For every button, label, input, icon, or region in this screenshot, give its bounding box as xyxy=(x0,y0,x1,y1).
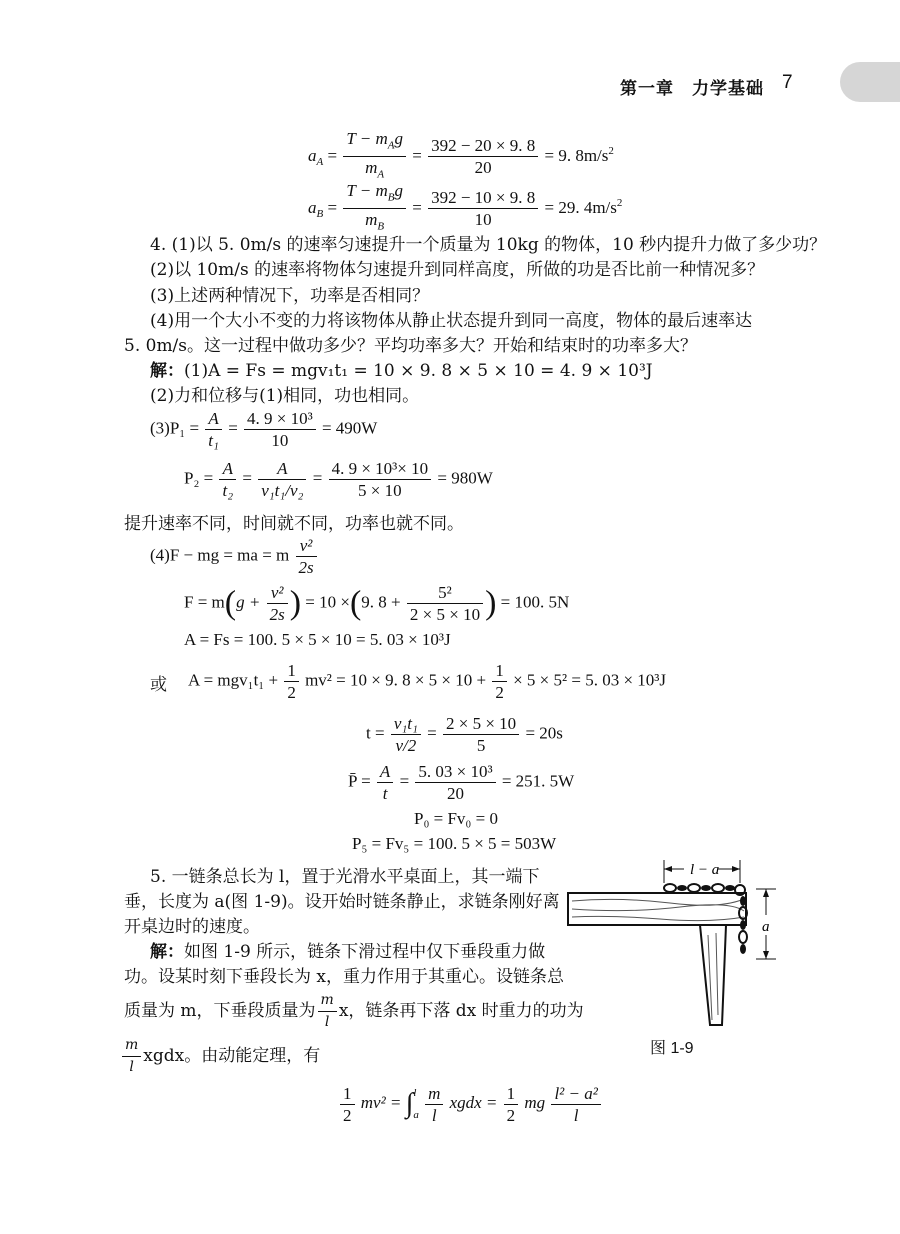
solution5-s1: 解：如图 1-9 所示，链条下滑过程中仅下垂段重力做 xyxy=(150,942,546,962)
chapter-tab xyxy=(840,62,900,102)
solution4-work1: A = Fs = 100. 5 × 5 × 10 = 5. 03 × 10³J xyxy=(184,630,451,649)
solution4-s2: (2)力和位移与(1)相同，功也相同。 xyxy=(150,386,420,406)
solution4-p1: (3)P₁ = $\frac{A}{\text{t₁}}$ = $\frac{\text{4. 9 × 10³}}{10}$ = 490W xyxy=(150,409,378,450)
solution4-p0: P₀ = Fv₀ = 0 xyxy=(414,809,498,828)
solution4-time: t = $\frac{\text{v₁t₁}}{v/2}$ = $\frac{2 \times 5 \times 10}{5}$ = 20s xyxy=(366,714,563,755)
arrow-head-right xyxy=(732,866,740,872)
arrow-head-left xyxy=(664,866,672,872)
figure-caption: 图 1-9 xyxy=(650,1040,694,1057)
table-leg xyxy=(700,925,726,1025)
solution5-final-equation: $\frac{1}{2}$ mv² = ∫ l a $\frac{m}{l}$ xgdx = $\frac{1}{2}$ mg $\frac{\text{l² − a²}}{l}$ xyxy=(338,1082,603,1126)
problem4-q4b: 5. 0m/s。这一过程中做功多少？平均功率多大？开始和结束时的功率多大？ xyxy=(124,336,698,356)
problem5-q2: 垂，长度为 a(图 1-9)。设开始时链条静止，求链条刚好离 xyxy=(124,892,560,912)
arrow-head-down xyxy=(763,951,769,959)
arrow-head-up xyxy=(763,889,769,897)
solution4-work2: A = mgv₁t₁ + $\frac{1}{2}$ mv² = 10 × 9. 8 × 5 × 10 + $\frac{1}{2}$ × 5 × 5² = 5. 03 × 10³J xyxy=(188,661,667,702)
solution4-p2: P₂ = $\frac{A}{\text{t₂}}$ = $\frac{A}{\text{v₁t₁/v₂}}$ = $\frac{\text{4. 9 × 10³× 10}}{5 \times 10}$ = 980W xyxy=(184,459,493,500)
solution4-s1: 解：(1)A = Fs = mgv₁t₁ = 10 × 9. 8 × 5 × 10 = 4. 9 × 10³J xyxy=(150,361,653,381)
problem4-q2: (2)以 10m/s 的速率将物体匀速提升到同样高度，所做的功是否比前一种情况多？ xyxy=(150,260,765,280)
equation-aA: $a_A$ = $T - m_Ag$ $m_A$ = $\frac{392 - 20 \times 9. 8}{20}$ = 9. $8m/s^2$ xyxy=(308,129,614,181)
label-a: a xyxy=(762,919,770,935)
solution4-s4: (4)F − mg = ma = m $\frac{\text{v²}}{2s}$ xyxy=(150,535,319,578)
problem4-q1: 4. (1)以 5. 0m/s 的速率匀速提升一个质量为 10kg 的物体，10 秒内提升力做了多少功？ xyxy=(150,235,827,255)
chapter-title: 第一章 力学基础 xyxy=(620,79,764,99)
equation-aB: $a_B$ = $T - m_Bg$ $m_B$ = $\frac{392 - 10 \times 9. 8}{10}$ = 29. $4m/s^2$ xyxy=(308,181,623,233)
solution4-p5: P₅ = Fv₅ = 100. 5 × 5 = 503W xyxy=(352,834,557,853)
problem4-q4a: (4)用一个大小不变的力将该物体从静止状态提升到同一高度，物体的最后速率达 xyxy=(150,311,753,331)
label-l-minus-a: l − a xyxy=(690,862,720,878)
solution4-note: 提升速率不同，时间就不同，功率也就不同。 xyxy=(124,514,464,534)
solution4-avg-power: P̄ = $\frac{A}{t}$ = $\frac{\text{5. 03 × 10³}}{20}$ = 251. 5W xyxy=(348,762,575,803)
page-number: 7 xyxy=(782,72,793,93)
problem5-q1: 5. 一链条总长为 l，置于光滑水平桌面上，其一端下 xyxy=(150,867,540,887)
solution5-s2: 功。设某时刻下垂段长为 x，重力作用于其重心。设链条总 xyxy=(124,967,564,987)
solution4-or: 或 xyxy=(150,675,167,695)
solution5-s4: $\frac{m}{l}$ xgdx。由动能定理，有 xyxy=(120,1035,320,1078)
figure-chain-on-table xyxy=(560,855,790,1030)
problem4-q3: (3)上述两种情况下，功率是否相同？ xyxy=(150,286,430,306)
solution5-s3: 质量为 m，下垂段质量为 $\frac{m}{l}$ x，链条再下落 dx 时重力的功为 xyxy=(124,992,584,1030)
solution4-force: F = m(g + $\frac{\text{v²}}{2s}$ ) = 10 ×(9. 8 + $\frac{\text{5²}}{2 \times 5 \times 10}$ ) = 100. 5N xyxy=(184,583,570,624)
problem5-q3: 开桌边时的速度。 xyxy=(124,917,260,937)
